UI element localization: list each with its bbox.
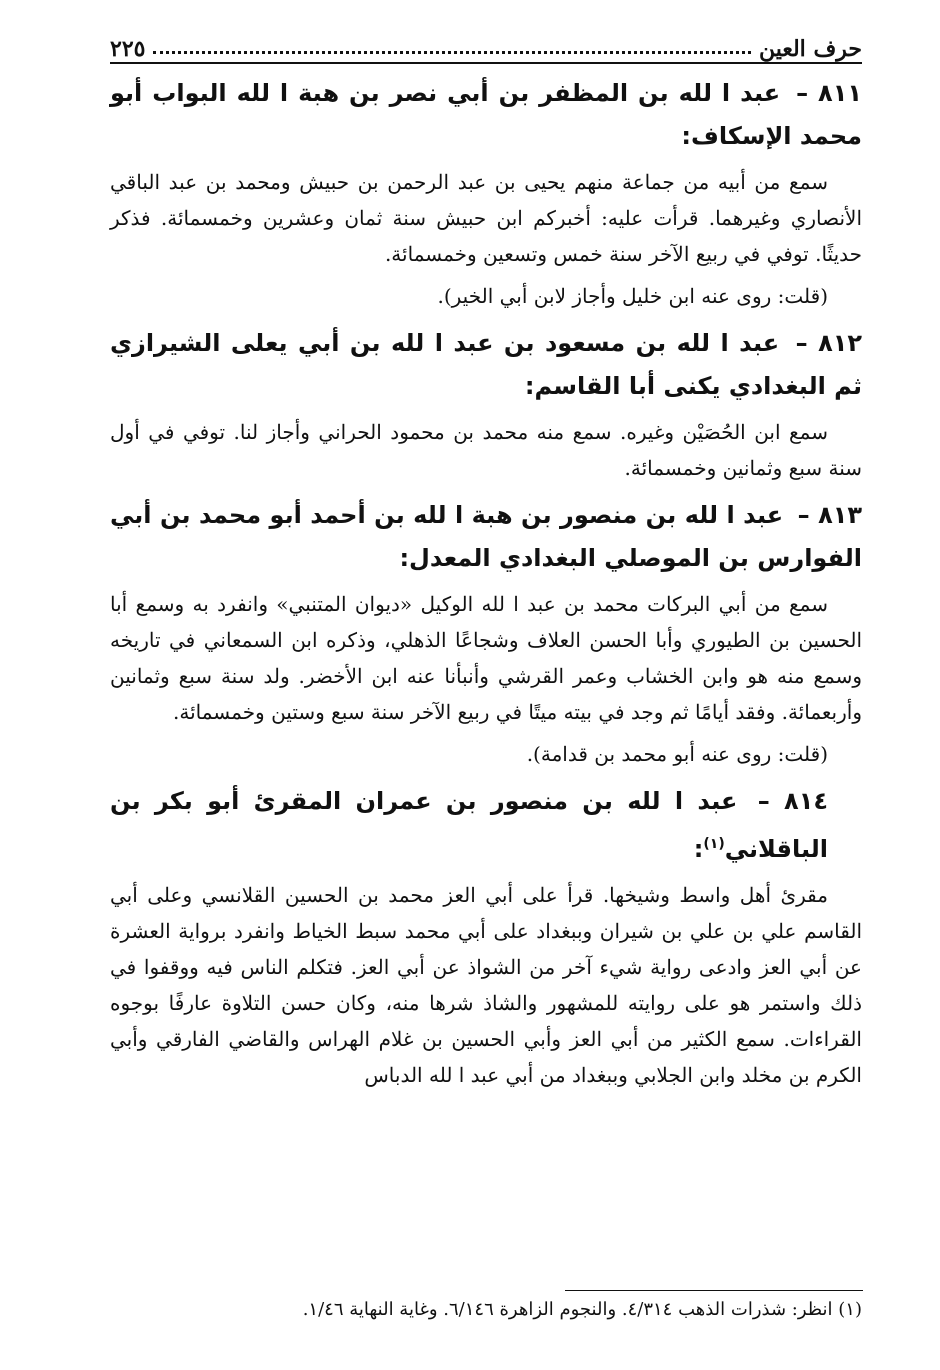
entry-title-text: عبد ا لله بن المظفر بن أبي نصر بن هبة ا لله البواب أبو محمد الإسكاف: xyxy=(110,79,862,150)
entry-number: ٨١٤ – xyxy=(757,787,828,815)
entry-heading xyxy=(110,72,862,158)
footnote-marker[interactable]: (١) xyxy=(703,836,725,852)
entry-note: (قلت: روى عنه ابن خليل وأجاز لابن أبي الخير). xyxy=(437,284,828,308)
entry-title-text: عبد ا لله بن منصور بن هبة ا لله بن أحمد أبو محمد بن أبي الفوارس بن الموصلي البغدادي المعدل: xyxy=(110,501,862,572)
section-title: حرف العين xyxy=(758,36,862,62)
footnote-separator xyxy=(565,1290,863,1291)
entry-title-colon: : xyxy=(693,835,704,863)
entry-heading xyxy=(110,322,862,408)
entry-heading xyxy=(110,494,862,580)
entry-paragraph: سمع من أبيه من جماعة منهم يحيى بن عبد الرحمن بن حبيش ومحمد بن عبد الباقي الأنصاري وغيرهما. قرأت عليه: أخبركم ابن حبيش سنة ثمان وعشرين وخمسمائة. فذكر حديثًا. توفي في ربيع الآخر سنة خمس وتسعين وخمسمائة. xyxy=(110,170,862,266)
entry-number: ٨١٢ – xyxy=(795,329,863,357)
entry-number: ٨١٣ – xyxy=(797,501,863,529)
book-page xyxy=(110,28,862,1099)
entry-paragraph: سمع من أبي البركات محمد بن عبد ا لله الوكيل «ديوان المتنبي» وانفرد به وسمع أبا الحسين بن الطيوري وأبا الحسن العلاف وشجاعًا الذهلي، وذكره ابن السمعاني في تاريخه وسمع منه هو وابن الخشاب وعمر القرشي وأنبأنا عنه ابن الأخضر. ولد سنة سبع وثمانين وأربعمائة. وفقد أيامًا ثم وجد في بيته ميتًا في ربيع الآخر سنة سبع وستين وخمسمائة. xyxy=(110,592,862,724)
entry-note: (قلت: روى عنه أبو محمد بن قدامة). xyxy=(526,742,828,766)
page-number: ٢٢٥ xyxy=(110,36,146,62)
entry-heading xyxy=(110,780,862,871)
running-header xyxy=(110,28,862,64)
entry-number: ٨١١ – xyxy=(796,79,862,107)
entry-title-text: عبد ا لله بن منصور بن عمران المقرئ أبو بكر بن الباقلاني xyxy=(110,787,828,863)
footnote: (١) انظر: شذرات الذهب ٤/٣١٤. والنجوم الزاهرة ٦/١٤٦. وغاية النهاية ١/٤٦. xyxy=(302,1299,862,1320)
header-dot-leader xyxy=(153,51,751,54)
entry-paragraph: مقرئ أهل واسط وشيخها. قرأ على أبي العز محمد بن الحسين القلانسي وعلى أبي القاسم علي بن علي بن شيران وببغداد على أبي محمد سبط الخياط وانفرد برواية العشرة عن أبي العز وادعى رواية شيء آخر من الشواذ عن أبي العز. فتكلم الناس فيه ووقفوا في ذلك واستمر هو على روايته للمشهور والشاذ شرها منه، وكان حسن التلاوة عارفًا بوجوه القراءات. سمع الكثير من أبي العز وأبي الحسين بن غلام الهراس والقاضي الفارقي وأبي الكرم بن مخلد وابن الجلابي وببغداد من أبي عبد ا لله الدباس xyxy=(110,883,862,1087)
entry-title-text: عبد ا لله بن مسعود بن عبد ا لله بن أبي يعلى الشيرازي ثم البغدادي يكنى أبا القاسم: xyxy=(110,329,862,400)
entry-paragraph: سمع ابن الحُصَيْن وغيره. سمع منه محمد بن محمود الحراني وأجاز لنا. توفي في أول سنة سبع وثمانين وخمسمائة. xyxy=(110,420,862,480)
